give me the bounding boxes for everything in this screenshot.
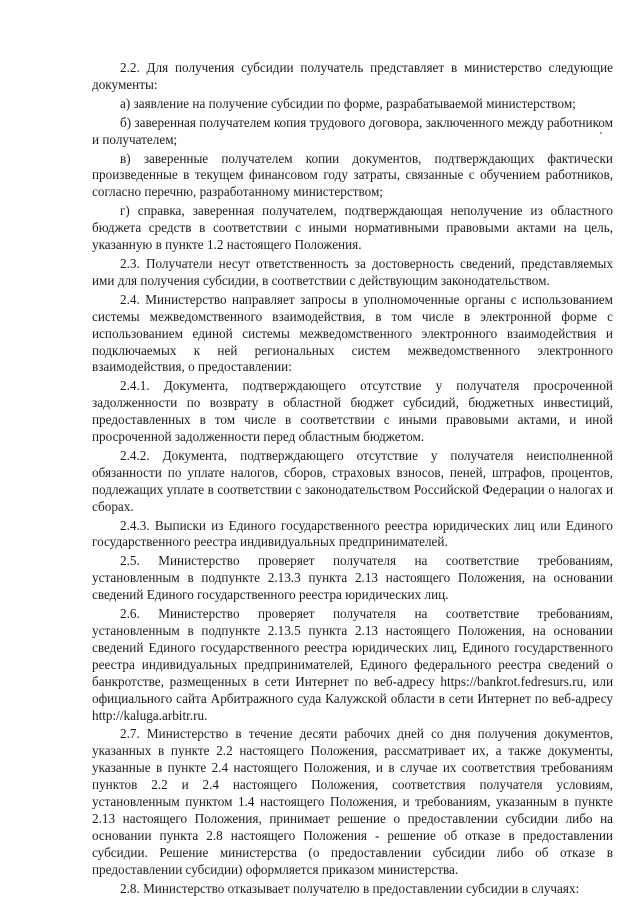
document-body (92, 60, 613, 898)
item-a: а) заявление на получение субсидии по форме, разрабатываемой министерством; (120, 95, 576, 111)
paragraph-2-8: 2.8. Министерство отказывает получателю в предоставлении субсидии в случаях: (120, 880, 580, 896)
item-v: в) заверенные получателем копии документов, подтверждающих фактически произведенные в текущем финансовом году затраты, связанные с обучением работников, согласно перечню, разработанному министерством; (92, 150, 613, 200)
paragraph-2-4-2: 2.4.2. Документа, подтверждающего отсутствие у получателя неисполненной обязанности по уплате налогов, сборов, страховых взносов, пеней, штрафов, процентов, подлежащих уплате в соответствии с законодательством Российской Федерации о налогах и сборах. (92, 447, 613, 514)
paragraph-2-2: 2.2. Для получения субсидии получатель представляет в министерство следующие документы: (92, 60, 613, 92)
paragraph-2-3: 2.3. Получатели несут ответственность за достоверность сведений, представляемых ими для получения субсидии, в соответствии с действующим законодательством. (92, 255, 613, 288)
paragraph-2-4-3: 2.4.3. Выписки из Единого государственного реестра юридических лиц или Единого государственного реестра индивидуальных предпринимателей. (92, 517, 613, 550)
paragraph-2-4-1: 2.4.1. Документа, подтверждающего отсутствие у получателя просроченной задолженности по возврату в областной бюджет субсидий, бюджетных инвестиций, предоставленных в том числе в соответствии с иными правовыми актами, и иной просроченной задолженности перед областным бюджетом. (92, 378, 613, 445)
item-b: б) заверенная получателем копия трудового договора, заключенного между работником и получателем; (92, 114, 613, 147)
paragraph-2-6: 2.6. Министерство проверяет получателя на соответствие требованиям, установленным в подпункте 2.13.5 пункта 2.13 настоящего Положения, на основании сведений Единого государственного реестра юридических лиц, Единого государственного реестра индивидуальных предпринимателей, Единого федерального реестра сведений о банкротстве, размещенных в сети Интернет по веб-адресу https://bankrot.fedresurs.ru, или официального сайта Арбитражного суда Калужской области в сети Интернет по веб-адресу http://kaluga.arbitr.ru. (92, 606, 613, 723)
paragraph-2-4: 2.4. Министерство направляет запросы в уполномоченные органы с использованием системы межведомственного взаимодействия, в том числе в электронной форме с использованием единой системы межведомственного электронного взаимодействия и подключаемых к ней региональных систем межведомственного электронного взаимодействия, о предоставлении: (92, 291, 613, 375)
scan-speck (600, 132, 602, 134)
paragraph-2-5: 2.5. Министерство проверяет получателя на соответствие требованиям, установленным в подпункте 2.13.3 пункта 2.13 настоящего Положения, на основании сведений Единого государственного реестра юридических лиц. (92, 553, 613, 603)
paragraph-2-7: 2.7. Министерство в течение десяти рабочих дней со дня получения документов, указанных в пункте 2.2 настоящего Положения, рассматривает их, а также документы, указанные в пункте 2.4 настоящего Положения, и в случае их соответствия требованиям пунктов 2.2 и 2.4 настоящего Положения, соответствия получателя условиям, установленным пунктом 1.4 настоящего Положения, и требованиям, указанным в пункте 2.13 настоящего Положения, принимает решение о предоставлении субсидии либо на основании пункта 2.8 настоящего Положения - решение об отказе в предоставлении субсидии. Решение министерства (о предоставлении субсидии либо об отказе в предоставлении субсидии) оформляется приказом министерства. (92, 726, 613, 877)
item-g: г) справка, заверенная получателем, подтверждающая неполучение из областного бюджета средств в соответствии с иными нормативными правовыми актами на цель, указанную в пункте 1.2 настоящего Положения. (92, 203, 613, 253)
